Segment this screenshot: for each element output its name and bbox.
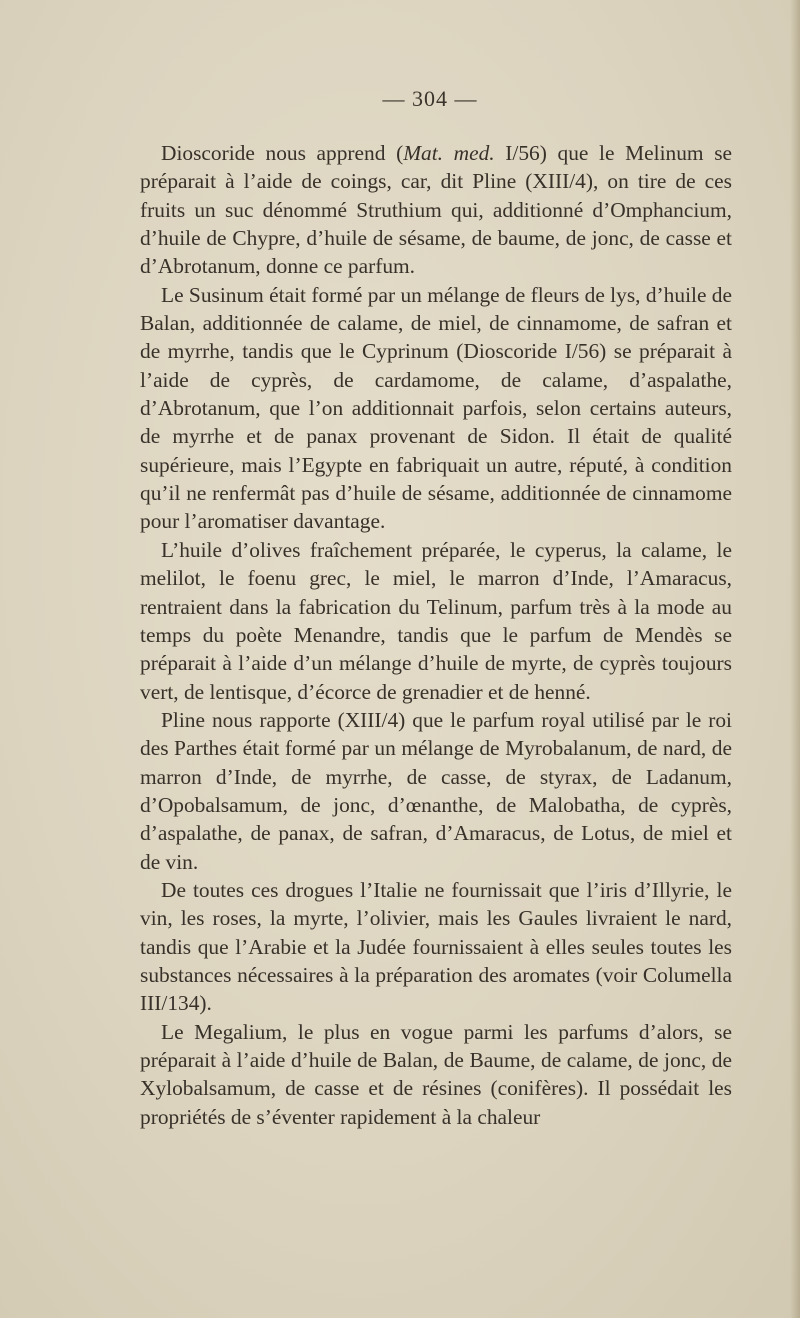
paragraph-5: De toutes ces drogues l’Italie ne fournissait que l’iris d’Illyrie, le vin, les roses, la myrte, l’olivier, mais les Gaules livraient le nard, tandis que l’Arabie et la Judée fournissaient à elles seules toutes les substances nécessaires à la préparation des aromates (voir Columella III/134). [140, 877, 732, 1016]
page-edge-shadow [790, 0, 800, 1318]
paragraph-2: Le Susinum était formé par un mélange de fleurs de lys, d’huile de Balan, additionnée de calame, de miel, de cinnamome, de safran et de myrrhe, tandis que le Cyprinum (Dioscoride I/56) se préparait à l’aide de cyprès, de cardamome, de calame, d’aspalathe, d’Abrotanum, que l’on additionnait parfois, selon certains auteurs, de myrrhe et de panax provenant de Sidon. Il était de qualité supérieure, mais l’Egypte en fabriquait un autre, réputé, à condition qu’il ne renfermât pas d’huile de sésame, additionnée de cinnamome pour l’aromatiser davantage. [140, 282, 732, 534]
paragraph-1-rest: I/56) que le Melinum se préparait à l’aide de coings, car, dit Pline (XIII/4), on tire de ces fruits un suc dénommé Struthium qui, additionné d’Omphancium, d’huile de Chypre, d’huile de sésame, de baume, de jonc, de casse et d’Abrotanum, donne ce parfum. [140, 141, 733, 279]
paragraph-6: Le Megalium, le plus en vogue parmi les parfums d’alors, se préparait à l’aide d’huile de Balan, de Baume, de calame, de jonc, de Xylobalsamum, de casse et de résines (conifères). Il possédait les propriétés de s’éventer rapidement à la chaleur [140, 1019, 732, 1129]
body-text [140, 139, 732, 1131]
citation-italic: Mat. med. [403, 141, 495, 165]
paragraph-3: L’huile d’olives fraîchement préparée, le cyperus, la calame, le melilot, le foenu grec, le miel, le marron d’Inde, l’Amaracus, rentraient dans la fabrication du Telinum, parfum très à la mode au temps du poète Menandre, tandis que le parfum de Mendès se préparait à l’aide d’un mélange d’huile de myrte, de cyprès toujours vert, de lentisque, d’écorce de grenadier et de henné. [140, 537, 732, 704]
paragraph-1-start: Dioscoride nous apprend ( [161, 141, 404, 165]
paragraph-1 [140, 139, 732, 281]
page-number: — 304 — [382, 86, 478, 111]
paragraph-4: Pline nous rapporte (XIII/4) que le parfum royal utilisé par le roi des Parthes était formé par un mélange de Myrobalanum, de nard, de marron d’Inde, de myrrhe, de casse, de styrax, de Ladanum, d’Opobalsamum, de jonc, d’œnanthe, de Malobatha, de cyprès, d’aspalathe, de panax, de safran, d’Amaracus, de Lotus, de miel et de vin. [140, 707, 732, 874]
